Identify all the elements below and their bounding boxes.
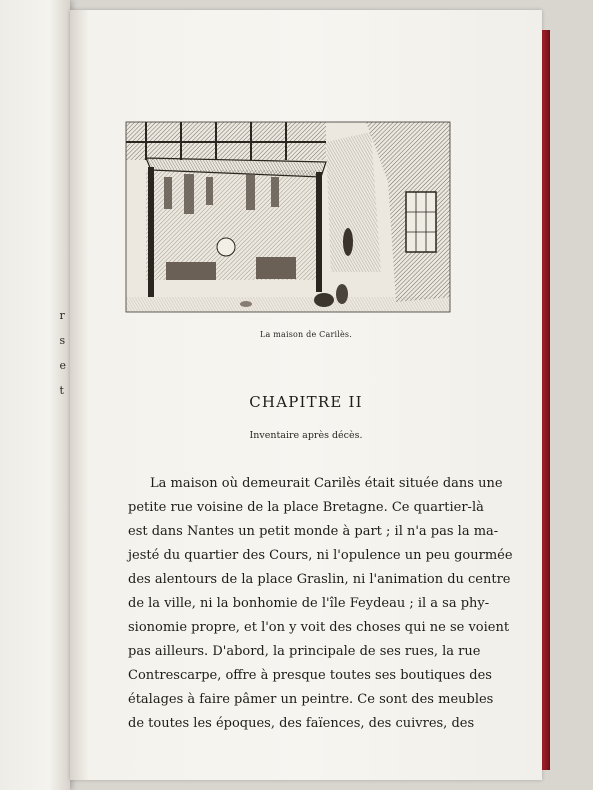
text-line: de la ville, ni la bonhomie de l'île Feydeau ; il a sa phy- — [128, 596, 490, 611]
book-page — [70, 10, 542, 780]
text-line: des alentours de la place Graslin, ni l'animation du centre — [128, 572, 511, 587]
street-scene-engraving — [126, 122, 450, 312]
text-line: petite rue voisine de la place Bretagne. Ce quartier-là — [128, 500, 484, 515]
chapter-subtitle: Inventaire après décès. — [249, 430, 363, 441]
text-line: Contrescarpe, offre à presque toutes ses boutiques des — [128, 668, 492, 683]
illustration-caption: La maison de Carilès. — [260, 330, 352, 339]
margin-glyph: t — [59, 384, 64, 397]
text-line: étalages à faire pâmer un peintre. Ce sont des meubles — [128, 692, 494, 707]
margin-glyph: r — [59, 309, 65, 322]
text-line: de toutes les époques, des faïences, des cuivres, des — [128, 716, 475, 731]
chapter-title: CHAPITRE II — [249, 393, 363, 411]
text-line: est dans Nantes un petit monde à part ; il n'a pas la ma- — [128, 524, 499, 539]
body-paragraph — [128, 472, 513, 736]
text-line: pas ailleurs. D'abord, la principale de ses rues, la rue — [128, 644, 481, 659]
left-page-edge — [0, 0, 70, 790]
engraving-illustration — [126, 122, 450, 312]
text-line: jesté du quartier des Cours, ni l'opulence un peu gourmée — [128, 548, 513, 563]
left-page-margin-text — [59, 310, 66, 396]
margin-glyph: s — [59, 334, 66, 347]
text-line: La maison où demeurait Carilès était située dans une — [150, 476, 503, 491]
margin-glyph: e — [59, 359, 66, 372]
text-line: sionomie propre, et l'on y voit des choses qui ne se voient — [128, 620, 510, 635]
